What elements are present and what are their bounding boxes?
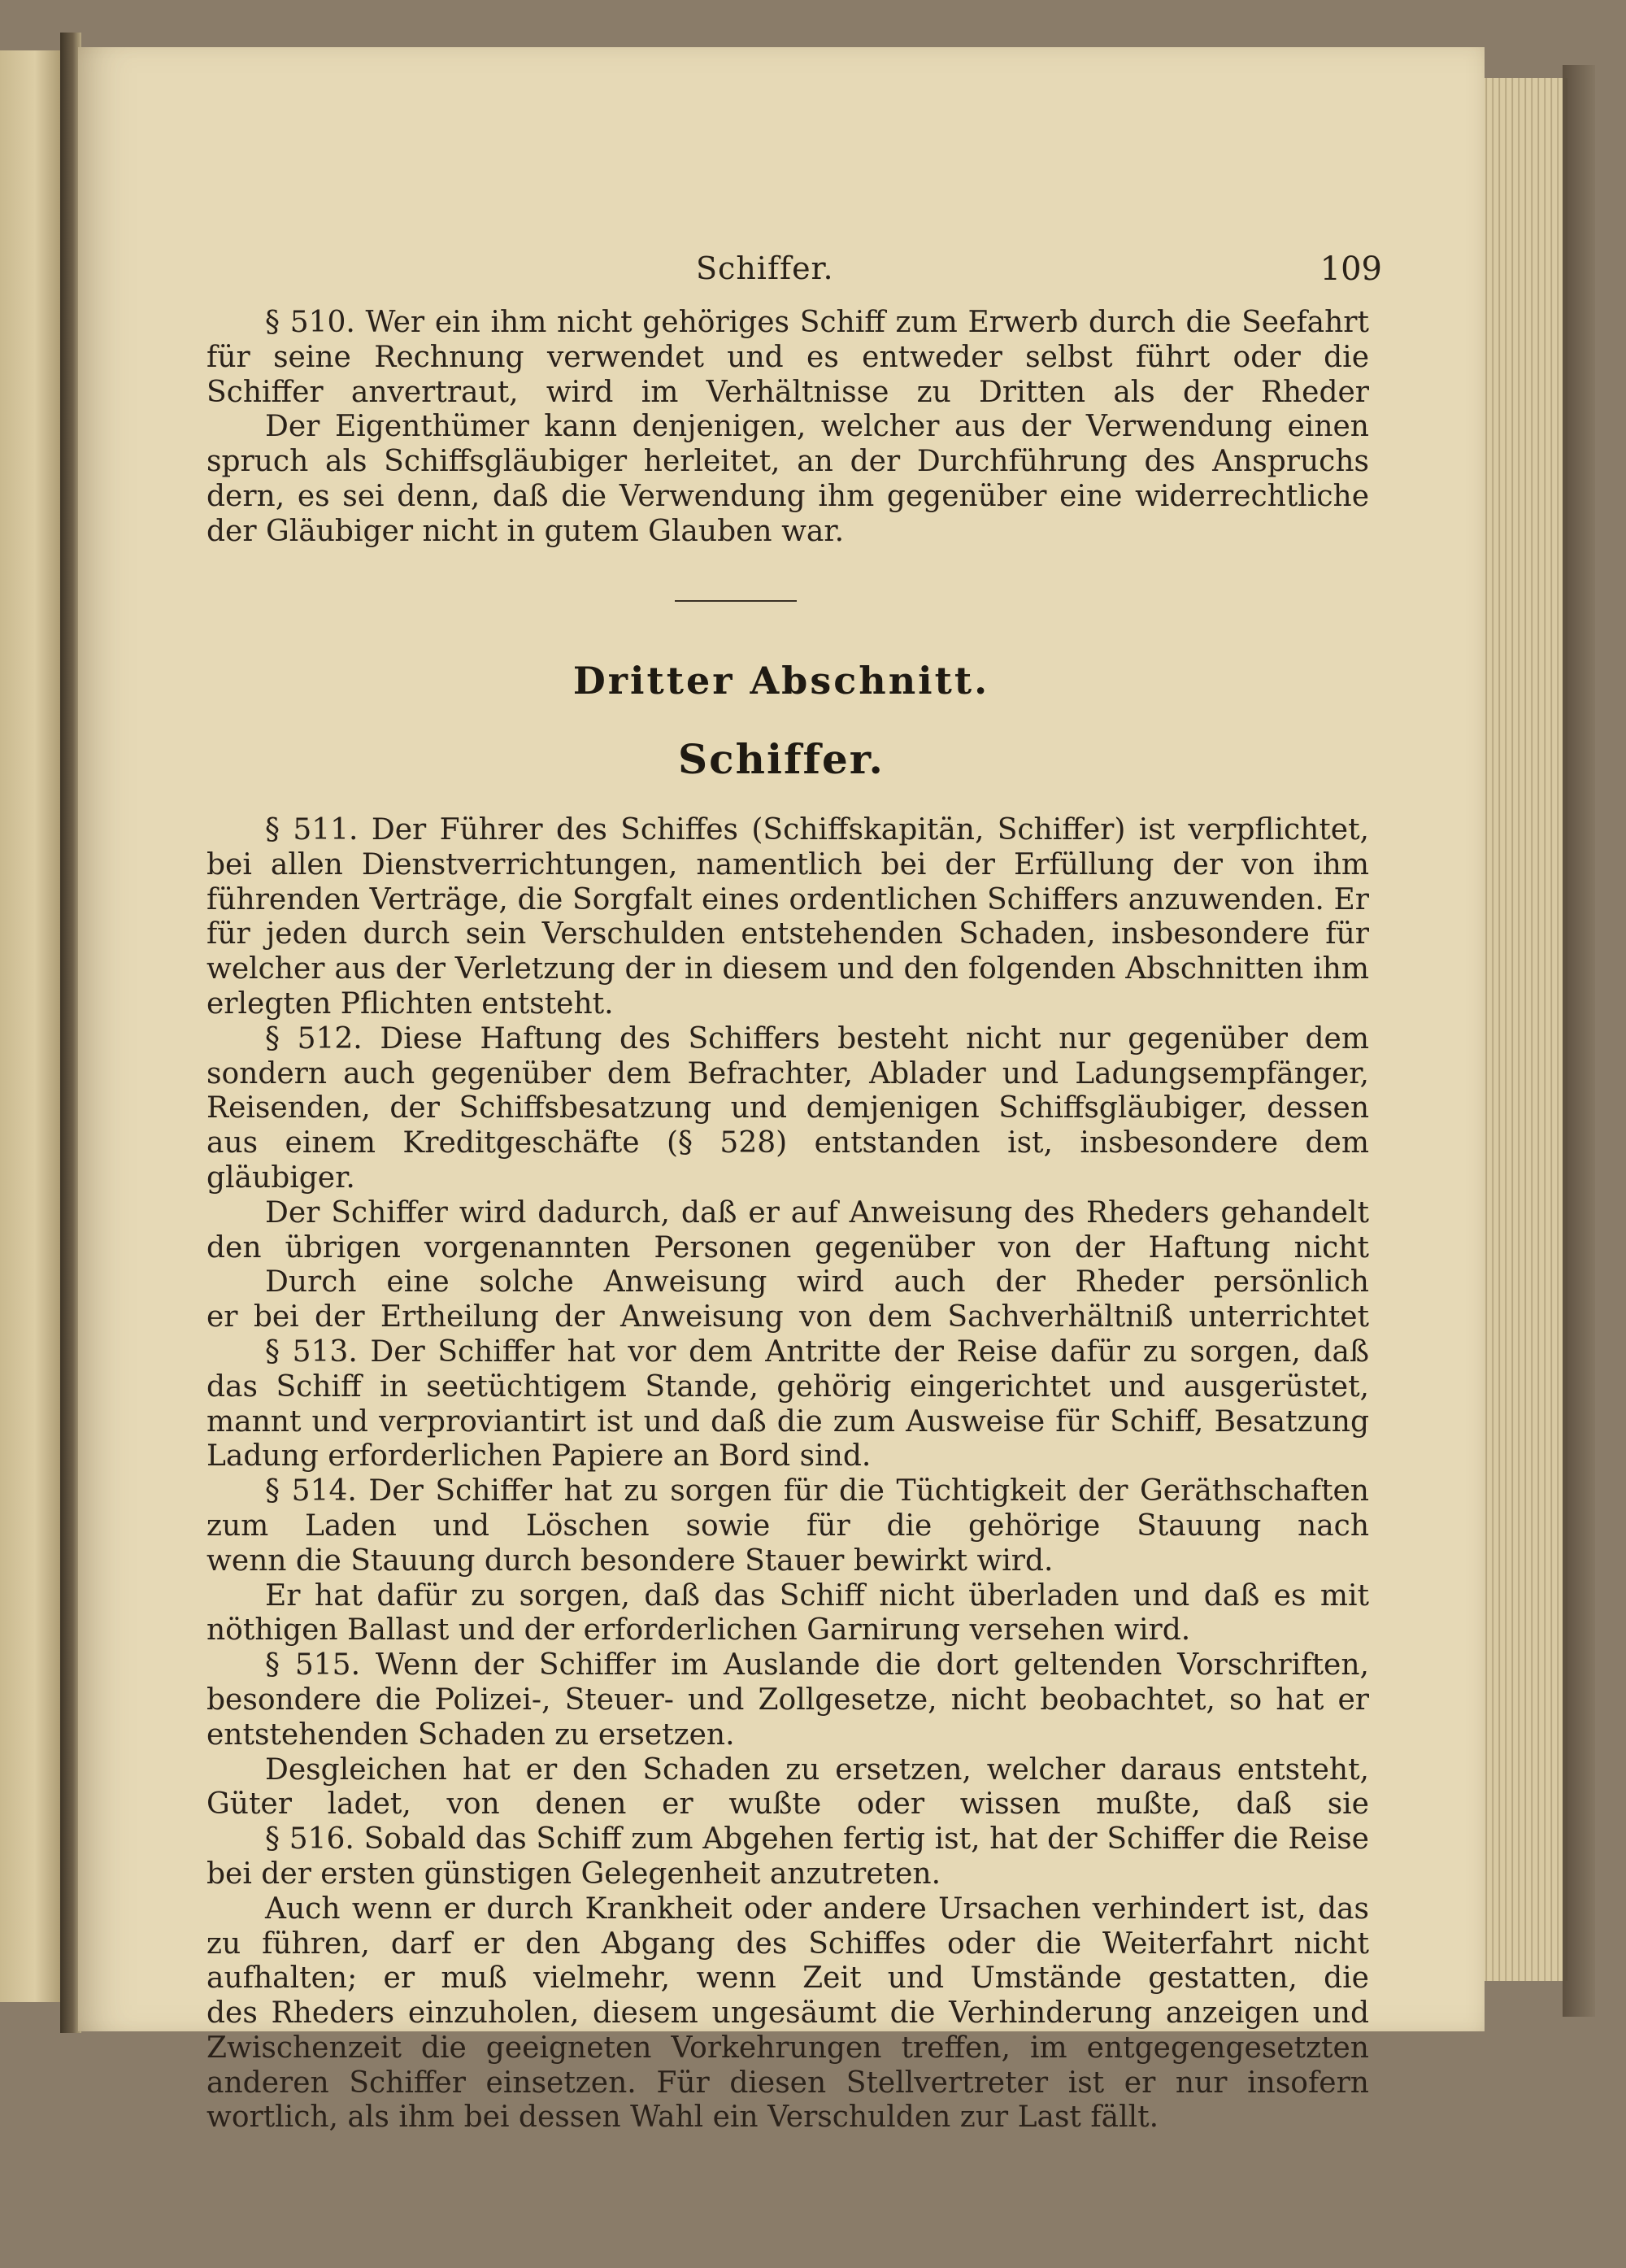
- text-line: § 512. Diese Haftung des Schiffers besteht nicht nur gegenüber dem: [265, 1021, 1369, 1056]
- text-line: aufhalten; er muß vielmehr, wenn Zeit und Umstände gestatten, die: [207, 1961, 1369, 1996]
- text-line: Auch wenn er durch Krankheit oder andere Ursachen verhindert ist, das: [265, 1891, 1369, 1926]
- text-line: Der Eigenthümer kann denjenigen, welcher aus der Verwendung einen: [265, 410, 1369, 444]
- text-line: zu führen, darf er den Abgang des Schiffes oder die Weiterfahrt nicht: [207, 1926, 1369, 1961]
- text-line: nöthigen Ballast und der erforderlichen Garnirung versehen wird.: [207, 1613, 1191, 1648]
- text-line: das Schiff in seetüchtigem Stande, gehörig eingerichtet und ausgerüstet,: [207, 1369, 1369, 1404]
- text-line: Zwischenzeit die geeigneten Vorkehrungen treffen, im entgegengesetzten: [207, 2031, 1369, 2065]
- section-divider: [675, 600, 797, 602]
- page-edge-stack: [1481, 78, 1567, 1981]
- text-line: § 511. Der Führer des Schiffes (Schiffskapitän, Schiffer) ist verpflichtet,: [265, 813, 1369, 847]
- text-line: Reisenden, der Schiffsbesatzung und demjenigen Schiffsgläubiger, dessen: [207, 1091, 1369, 1125]
- text-line: besondere die Polizei-, Steuer- und Zollgesetze, nicht beobachtet, so hat er: [207, 1682, 1369, 1717]
- text-line: welcher aus der Verletzung der in diesem und den folgenden Abschnitten ihm: [207, 952, 1369, 986]
- text-line: erlegten Pflichten entsteht.: [207, 986, 614, 1021]
- text-line: spruch als Schiffsgläubiger herleitet, an der Durchführung des Anspruchs: [207, 445, 1369, 479]
- text-block-sections-511-516: [207, 813, 1369, 2135]
- text-line: mannt und verproviantirt ist und daß die zum Ausweise für Schiff, Besatzung: [207, 1404, 1369, 1439]
- text-line: Desgleichen hat er den Schaden zu ersetzen, welcher daraus entsteht,: [265, 1752, 1369, 1787]
- book-page: [78, 47, 1485, 2135]
- text-line: zum Laden und Löschen sowie für die gehörige Stauung nach: [207, 1508, 1369, 1543]
- text-block-section-510: [207, 306, 1369, 550]
- text-line: des Rheders einzuholen, diesem ungesäumt die Verhinderung anzeigen und: [207, 1996, 1369, 2031]
- text-line: § 516. Sobald das Schiff zum Abgehen fertig ist, hat der Schiffer die Reise: [265, 1822, 1369, 1857]
- text-line: anderen Schiffer einsetzen. Für diesen Stellvertreter ist er nur insofern: [207, 2066, 1369, 2100]
- text-line: § 510. Wer ein ihm nicht gehöriges Schiff zum Erwerb durch die Seefahrt: [265, 306, 1369, 339]
- cover-shadow: [1563, 65, 1595, 2017]
- text-line: gläubiger.: [207, 1160, 355, 1195]
- text-line: für jeden durch sein Verschulden entstehenden Schaden, insbesondere für: [207, 917, 1369, 951]
- text-line: für seine Rechnung verwendet und es entweder selbst führt oder die: [207, 340, 1369, 374]
- text-line: wortlich, als ihm bei dessen Wahl ein Verschulden zur Last fällt.: [207, 2100, 1159, 2135]
- text-line: § 514. Der Schiffer hat zu sorgen für die Tüchtigkeit der Geräthschaften: [265, 1474, 1369, 1508]
- page-number: 109: [1319, 250, 1382, 288]
- text-line: bei allen Dienstverrichtungen, namentlich bei der Erfüllung der von ihm: [207, 847, 1369, 882]
- left-page-edge: [0, 50, 63, 2002]
- text-line: Durch eine solche Anweisung wird auch der Rheder persönlich: [265, 1265, 1369, 1299]
- section-subheading: Schiffer.: [678, 735, 885, 783]
- text-line: entstehenden Schaden zu ersetzen.: [207, 1717, 735, 1752]
- text-line: Der Schiffer wird dadurch, daß er auf Anweisung des Rheders gehandelt: [265, 1195, 1369, 1230]
- text-line: Er hat dafür zu sorgen, daß das Schiff nicht überladen und daß es mit: [265, 1578, 1369, 1613]
- text-line: er bei der Ertheilung der Anweisung von dem Sachverhältniß unterrichtet: [207, 1300, 1369, 1334]
- text-line: wenn die Stauung durch besondere Stauer bewirkt wird.: [207, 1543, 1054, 1578]
- text-line: aus einem Kreditgeschäfte (§ 528) entstanden ist, insbesondere dem: [207, 1126, 1369, 1160]
- text-line: den übrigen vorgenannten Personen gegenüber von der Haftung nicht: [207, 1230, 1369, 1265]
- section-heading: Dritter Abschnitt.: [572, 659, 990, 703]
- page-header: [78, 250, 1485, 291]
- text-line: Güter ladet, von denen er wußte oder wissen mußte, daß sie: [207, 1787, 1369, 1822]
- text-line: Schiffer anvertraut, wird im Verhältnisse zu Dritten als der Rheder: [207, 375, 1369, 409]
- text-line: sondern auch gegenüber dem Befrachter, Ablader und Ladungsempfänger,: [207, 1056, 1369, 1090]
- text-line: § 515. Wenn der Schiffer im Auslande die dort geltenden Vorschriften,: [265, 1648, 1369, 1682]
- text-line: dern, es sei denn, daß die Verwendung ihm gegenüber eine widerrechtliche: [207, 479, 1369, 513]
- text-line: § 513. Der Schiffer hat vor dem Antritte der Reise dafür zu sorgen, daß: [265, 1334, 1369, 1369]
- text-line: Ladung erforderlichen Papiere an Bord sind.: [207, 1439, 872, 1474]
- text-line: der Gläubiger nicht in gutem Glauben war.: [207, 514, 845, 548]
- text-line: bei der ersten günstigen Gelegenheit anzutreten.: [207, 1857, 941, 1891]
- running-title: Schiffer.: [696, 250, 834, 286]
- text-line: führenden Verträge, die Sorgfalt eines ordentlichen Schiffers anzuwenden. Er: [207, 882, 1369, 916]
